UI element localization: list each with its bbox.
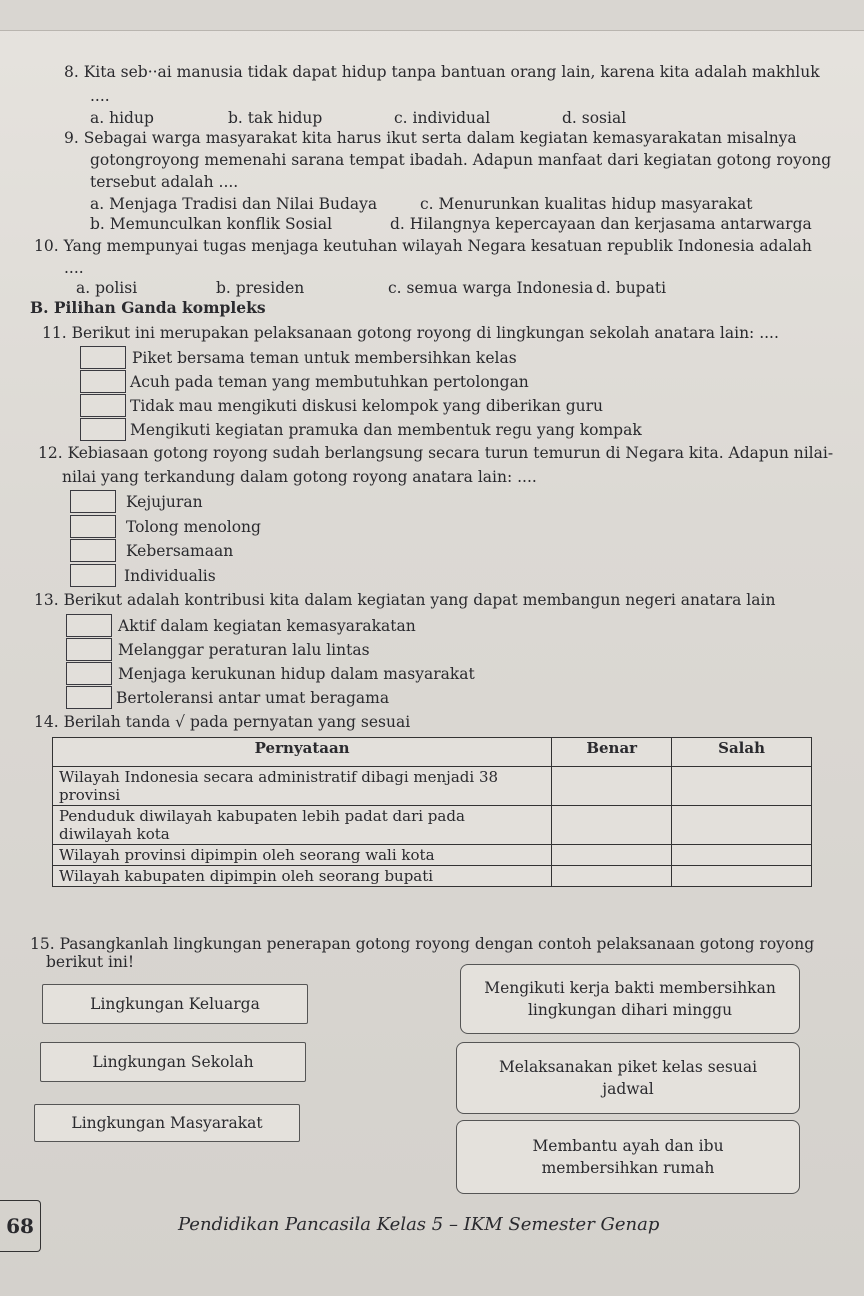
q12-line1: 12. Kebiasaan gotong royong sudah berlangsung secara turun temurun di Negara kita. Adapun nilai- xyxy=(38,444,834,462)
q13-option-2: Melanggar peraturan lalu lintas xyxy=(118,641,370,659)
match-left-label: Lingkungan Sekolah xyxy=(92,1053,254,1071)
match-right-membantu[interactable] xyxy=(456,1120,800,1194)
q9-option-b: b. Memunculkan konflik Sosial xyxy=(90,215,333,233)
benar-cell[interactable] xyxy=(552,806,672,845)
q11-checkbox-4[interactable] xyxy=(80,418,126,441)
salah-cell[interactable] xyxy=(672,845,812,866)
q12-option-2: Tolong menolong xyxy=(126,518,261,536)
section-b-title: B. Pilihan Ganda kompleks xyxy=(30,298,266,317)
match-left-masyarakat[interactable] xyxy=(34,1104,300,1142)
q10-option-b: b. presiden xyxy=(216,279,305,297)
salah-cell[interactable] xyxy=(672,806,812,845)
q12-checkbox-2[interactable] xyxy=(70,515,116,538)
match-left-sekolah[interactable] xyxy=(40,1042,306,1082)
q8-option-d: d. sosial xyxy=(562,109,627,127)
q13-option-1: Aktif dalam kegiatan kemasyarakatan xyxy=(118,617,416,635)
match-left-label: Lingkungan Masyarakat xyxy=(71,1114,263,1132)
benar-cell[interactable] xyxy=(552,767,672,806)
footer-title: Pendidikan Pancasila Kelas 5 – IKM Semester Genap xyxy=(178,1214,660,1235)
salah-cell[interactable] xyxy=(672,866,812,887)
q11-checkbox-3[interactable] xyxy=(80,394,126,417)
header-salah: Salah xyxy=(672,738,812,767)
q9-line1: 9. Sebagai warga masyarakat kita harus ikut serta dalam kegiatan kemasyarakatan misalnya xyxy=(64,129,797,147)
q10-question: 10. Yang mempunyai tugas menjaga keutuhan wilayah Negara kesatuan republik Indonesia adalah xyxy=(34,237,812,255)
q11-option-4: Mengikuti kegiatan pramuka dan membentuk regu yang kompak xyxy=(130,421,642,439)
q11-question: 11. Berikut ini merupakan pelaksanaan gotong royong di lingkungan sekolah anatara lain: .... xyxy=(42,324,779,342)
q10-option-c: c. semua warga Indonesia xyxy=(388,279,594,297)
q13-checkbox-1[interactable] xyxy=(66,614,112,637)
page-fold xyxy=(0,0,864,31)
table-header-row xyxy=(53,738,812,767)
statement-cell xyxy=(53,866,552,887)
salah-cell[interactable] xyxy=(672,767,812,806)
match-right-line1: Melaksanakan piket kelas sesuai xyxy=(498,1058,758,1076)
match-left-keluarga[interactable] xyxy=(42,984,308,1024)
q12-checkbox-3[interactable] xyxy=(70,539,116,562)
q8-option-b: b. tak hidup xyxy=(228,109,323,127)
match-left-label: Lingkungan Keluarga xyxy=(90,995,260,1013)
match-right-line2: jadwal xyxy=(602,1080,654,1098)
statement-line2: provinsi xyxy=(59,786,121,804)
match-right-piket[interactable] xyxy=(456,1042,800,1114)
statement-cell xyxy=(53,845,552,866)
q9-line3: tersebut adalah .... xyxy=(90,173,239,191)
q15-line1: 15. Pasangkanlah lingkungan penerapan gotong royong dengan contoh pelaksanaan gotong royong xyxy=(30,935,815,953)
q11-checkbox-2[interactable] xyxy=(80,370,126,393)
match-right-line2: lingkungan dihari minggu xyxy=(527,1001,733,1019)
q14-question: 14. Berilah tanda √ pada pernyatan yang sesuai xyxy=(34,713,411,731)
q14-table xyxy=(52,737,812,887)
q10-option-d: d. bupati xyxy=(596,279,667,297)
q13-option-4: Bertoleransi antar umat beragama xyxy=(116,689,390,707)
q15-line2: berikut ini! xyxy=(46,953,135,971)
match-right-line1: Membantu ayah dan ibu xyxy=(532,1137,724,1155)
table-row xyxy=(53,806,812,845)
statement-line1: Penduduk diwilayah kabupaten lebih padat dari pada xyxy=(59,807,465,825)
q12-line2: nilai yang terkandung dalam gotong royong anatara lain: .... xyxy=(62,468,537,486)
q9-option-c: c. Menurunkan kualitas hidup masyarakat xyxy=(420,195,753,213)
statement-cell xyxy=(53,767,552,806)
statement-line2: diwilayah kota xyxy=(59,825,170,843)
benar-cell[interactable] xyxy=(552,845,672,866)
q10-blank: .... xyxy=(64,259,84,277)
q11-checkbox-1[interactable] xyxy=(80,346,126,369)
q12-option-4: Individualis xyxy=(124,567,216,585)
q13-question: 13. Berikut adalah kontribusi kita dalam kegiatan yang dapat membangun negeri anatara lain xyxy=(34,591,776,609)
statement-line1: Wilayah kabupaten dipimpin oleh seorang bupati xyxy=(59,867,434,885)
q12-option-1: Kejujuran xyxy=(126,493,203,511)
q13-checkbox-2[interactable] xyxy=(66,638,112,661)
match-right-line2: membersihkan rumah xyxy=(541,1159,715,1177)
q13-option-3: Menjaga kerukunan hidup dalam masyarakat xyxy=(118,665,475,683)
match-right-line1: Mengikuti kerja bakti membersihkan xyxy=(484,979,776,997)
statement-line1: Wilayah provinsi dipimpin oleh seorang wali kota xyxy=(59,846,435,864)
benar-cell[interactable] xyxy=(552,866,672,887)
header-pernyataan: Pernyataan xyxy=(53,738,552,767)
table-row xyxy=(53,866,812,887)
q12-checkbox-1[interactable] xyxy=(70,490,116,513)
header-benar: Benar xyxy=(552,738,672,767)
q12-option-3: Kebersamaan xyxy=(126,542,234,560)
match-right-kerja-bakti[interactable] xyxy=(460,964,800,1034)
page-number: 68 xyxy=(0,1200,41,1252)
q9-line2: gotongroyong memenahi sarana tempat ibadah. Adapun manfaat dari kegiatan gotong royong xyxy=(90,151,832,169)
table-row xyxy=(53,845,812,866)
q10-option-a: a. polisi xyxy=(76,279,138,297)
q13-checkbox-3[interactable] xyxy=(66,662,112,685)
q9-option-a: a. Menjaga Tradisi dan Nilai Budaya xyxy=(90,195,378,213)
q8-blank: .... xyxy=(90,87,110,105)
q9-option-d: d. Hilangnya kepercayaan dan kerjasama antarwarga xyxy=(390,215,812,233)
q11-option-3: Tidak mau mengikuti diskusi kelompok yang diberikan guru xyxy=(130,397,604,415)
q13-checkbox-4[interactable] xyxy=(66,686,112,709)
q8-option-c: c. individual xyxy=(394,109,491,127)
q8-option-a: a. hidup xyxy=(90,109,154,127)
q12-checkbox-4[interactable] xyxy=(70,564,116,587)
statement-cell xyxy=(53,806,552,845)
q11-option-1: Piket bersama teman untuk membersihkan kelas xyxy=(132,349,517,367)
statement-line1: Wilayah Indonesia secara administratif dibagi menjadi 38 xyxy=(59,768,499,786)
table-row xyxy=(53,767,812,806)
q11-option-2: Acuh pada teman yang membutuhkan pertolongan xyxy=(130,373,529,391)
q8-question: 8. Kita seb··ai manusia tidak dapat hidup tanpa bantuan orang lain, karena kita adalah makhluk xyxy=(64,63,820,81)
